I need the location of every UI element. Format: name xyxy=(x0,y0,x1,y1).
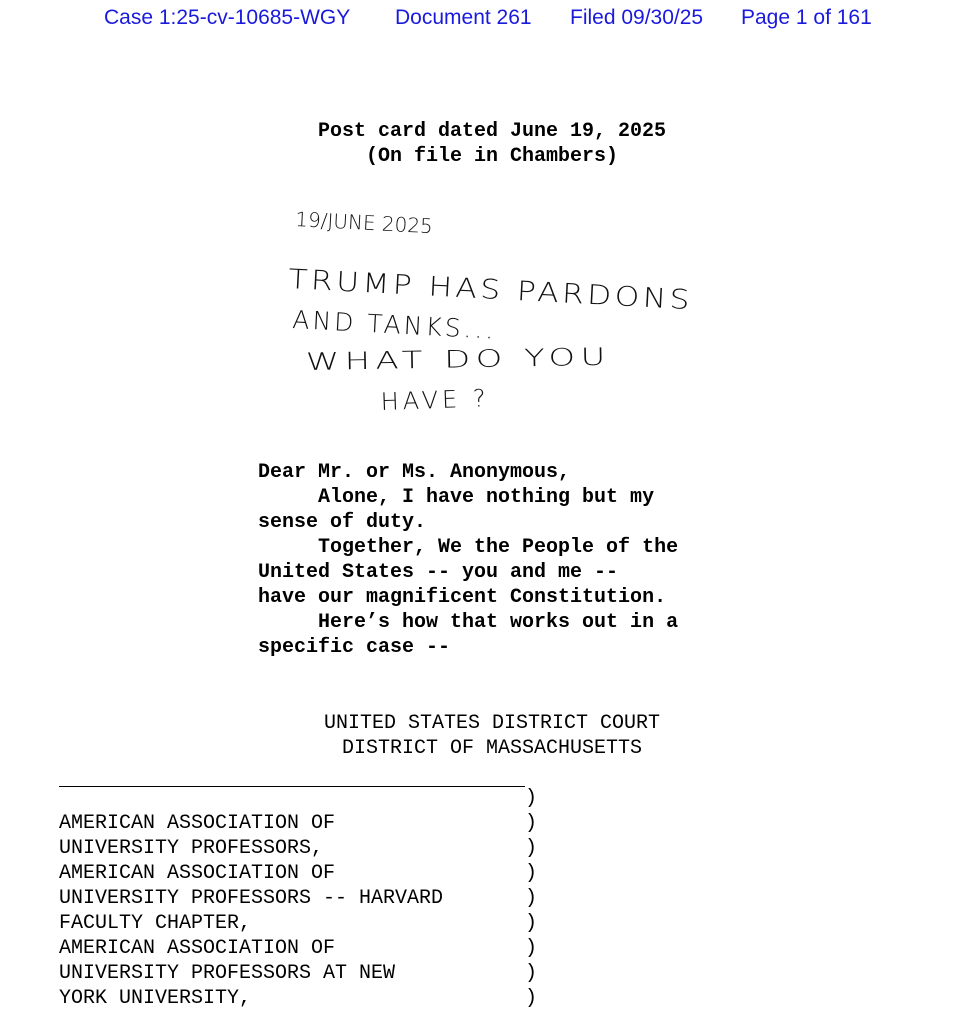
caption-paren: ) xyxy=(525,962,538,985)
caption-paren: ) xyxy=(525,987,538,1010)
postcard-line-1: TRUMP HAS PARDONS xyxy=(287,264,639,314)
letter-line: sense of duty. xyxy=(258,511,427,534)
postcard-line-3: WHAT DO YOU xyxy=(305,344,524,376)
caption-line: FACULTY CHAPTER, xyxy=(59,912,252,935)
letter-line: Dear Mr. or Ms. Anonymous, xyxy=(258,461,571,484)
document-number: Document 261 xyxy=(395,6,532,29)
caption-rule xyxy=(59,786,525,787)
letter-line: United States -- you and me -- xyxy=(258,561,619,584)
document-subtitle: (On file in Chambers) xyxy=(365,145,619,168)
page-indicator: Page 1 of 161 xyxy=(741,6,872,29)
caption-paren: ) xyxy=(525,837,538,860)
court-district: DISTRICT OF MASSACHUSETTS xyxy=(341,737,643,760)
letter-line: specific case -- xyxy=(258,636,451,659)
caption-paren: ) xyxy=(525,812,538,835)
caption-line: AMERICAN ASSOCIATION OF xyxy=(59,937,336,960)
caption-paren: ) xyxy=(525,862,538,885)
caption-paren: ) xyxy=(525,887,538,910)
case-number: Case 1:25-cv-10685-WGY xyxy=(104,6,351,29)
caption-line: AMERICAN ASSOCIATION OF xyxy=(59,862,336,885)
caption-line: UNIVERSITY PROFESSORS -- HARVARD xyxy=(59,887,444,910)
caption-paren: ) xyxy=(525,912,538,935)
postcard-line-2: AND TANKS... xyxy=(291,305,498,345)
caption-line: UNIVERSITY PROFESSORS, xyxy=(59,837,324,860)
court-name: UNITED STATES DISTRICT COURT xyxy=(323,712,661,735)
letter-line: Alone, I have nothing but my xyxy=(258,486,655,509)
postcard-line-4: HAVE ? xyxy=(380,384,491,416)
letter-line: Together, We the People of the xyxy=(258,536,679,559)
caption-line: YORK UNIVERSITY, xyxy=(59,987,252,1010)
document-title: Post card dated June 19, 2025 xyxy=(317,120,667,143)
caption-paren: ) xyxy=(525,937,538,960)
caption-line: AMERICAN ASSOCIATION OF xyxy=(59,812,336,835)
handwritten-postcard xyxy=(280,190,720,430)
caption-paren: ) xyxy=(525,787,538,810)
postcard-date: 19/JUNE 2025 xyxy=(294,207,434,239)
filed-date: Filed 09/30/25 xyxy=(570,6,704,29)
letter-line: Here’s how that works out in a xyxy=(258,611,679,634)
caption-line: UNIVERSITY PROFESSORS AT NEW xyxy=(59,962,396,985)
letter-line: have our magnificent Constitution. xyxy=(258,586,667,609)
docket-header xyxy=(0,6,960,36)
